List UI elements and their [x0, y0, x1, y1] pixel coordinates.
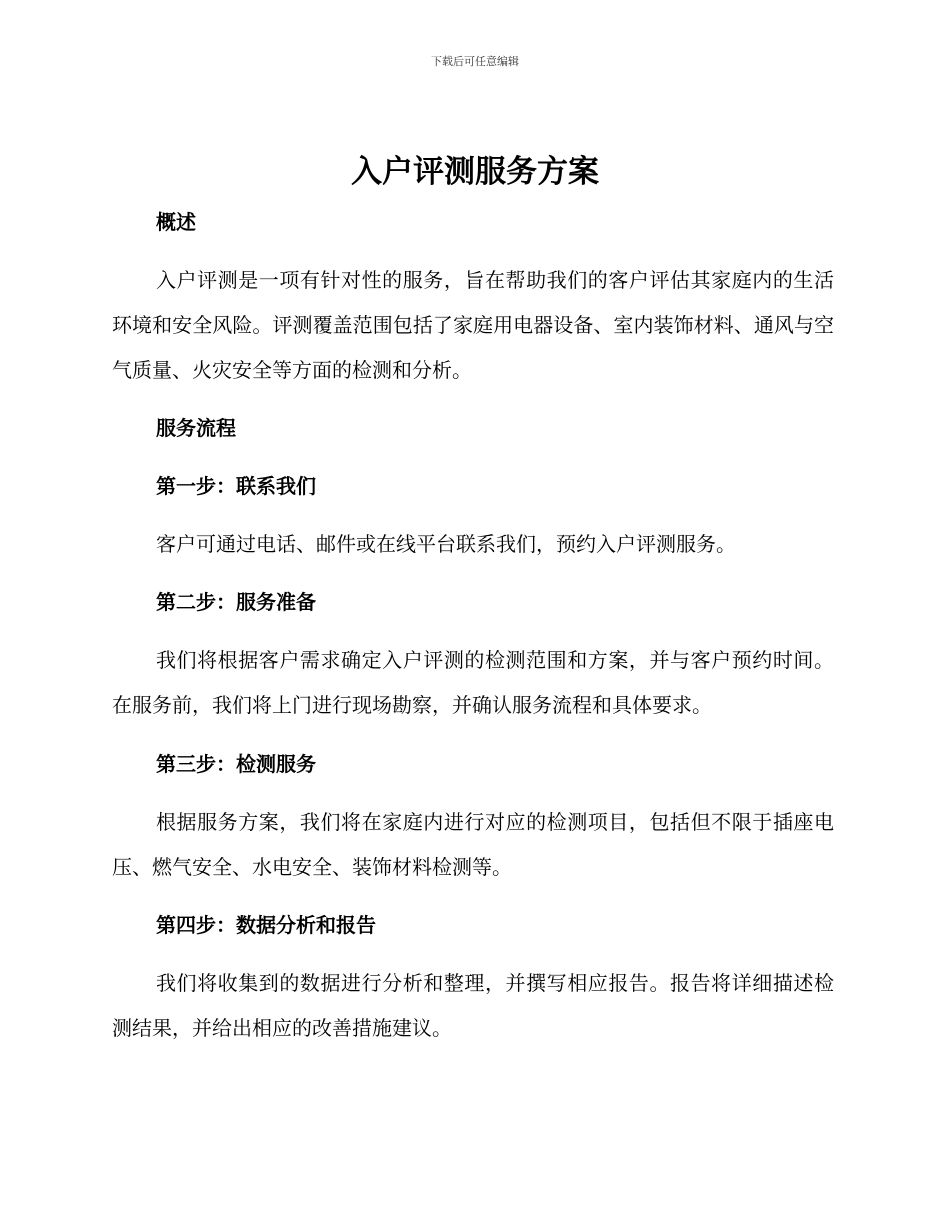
step3-paragraph: 根据服务方案，我们将在家庭内进行对应的检测项目，包括但不限于插座电压、燃气安全、水电安全、装饰材料检测等。 — [112, 810, 834, 879]
process-heading: 服务流程 — [156, 416, 236, 440]
step2-paragraph: 我们将根据客户需求确定入户评测的检测范围和方案，并与客户预约时间。在服务前，我们将上门进行现场勘察，并确认服务流程和具体要求。 — [112, 648, 834, 717]
step2-heading: 第二步：服务准备 — [156, 590, 316, 614]
step1-paragraph: 客户可通过电话、邮件或在线平台联系我们，预约入户评测服务。 — [156, 532, 736, 556]
document-title: 入户评测服务方案 — [351, 154, 599, 190]
step3-heading: 第三步：检测服务 — [156, 752, 316, 776]
step4-paragraph: 我们将收集到的数据进行分析和整理，并撰写相应报告。报告将详细描述检测结果，并给出相应的改善措施建议。 — [112, 971, 834, 1040]
document-body — [112, 200, 834, 1051]
overview-heading: 概述 — [156, 210, 196, 234]
step1-heading: 第一步：联系我们 — [156, 474, 316, 498]
header-note: 下载后可任意编辑 — [431, 55, 519, 68]
overview-paragraph: 入户评测是一项有针对性的服务，旨在帮助我们的客户评估其家庭内的生活环境和安全风险。评测覆盖范围包括了家庭用电器设备、室内装饰材料、通风与空气质量、火灾安全等方面的检测和分析。 — [112, 268, 834, 382]
step4-heading: 第四步：数据分析和报告 — [156, 913, 376, 937]
